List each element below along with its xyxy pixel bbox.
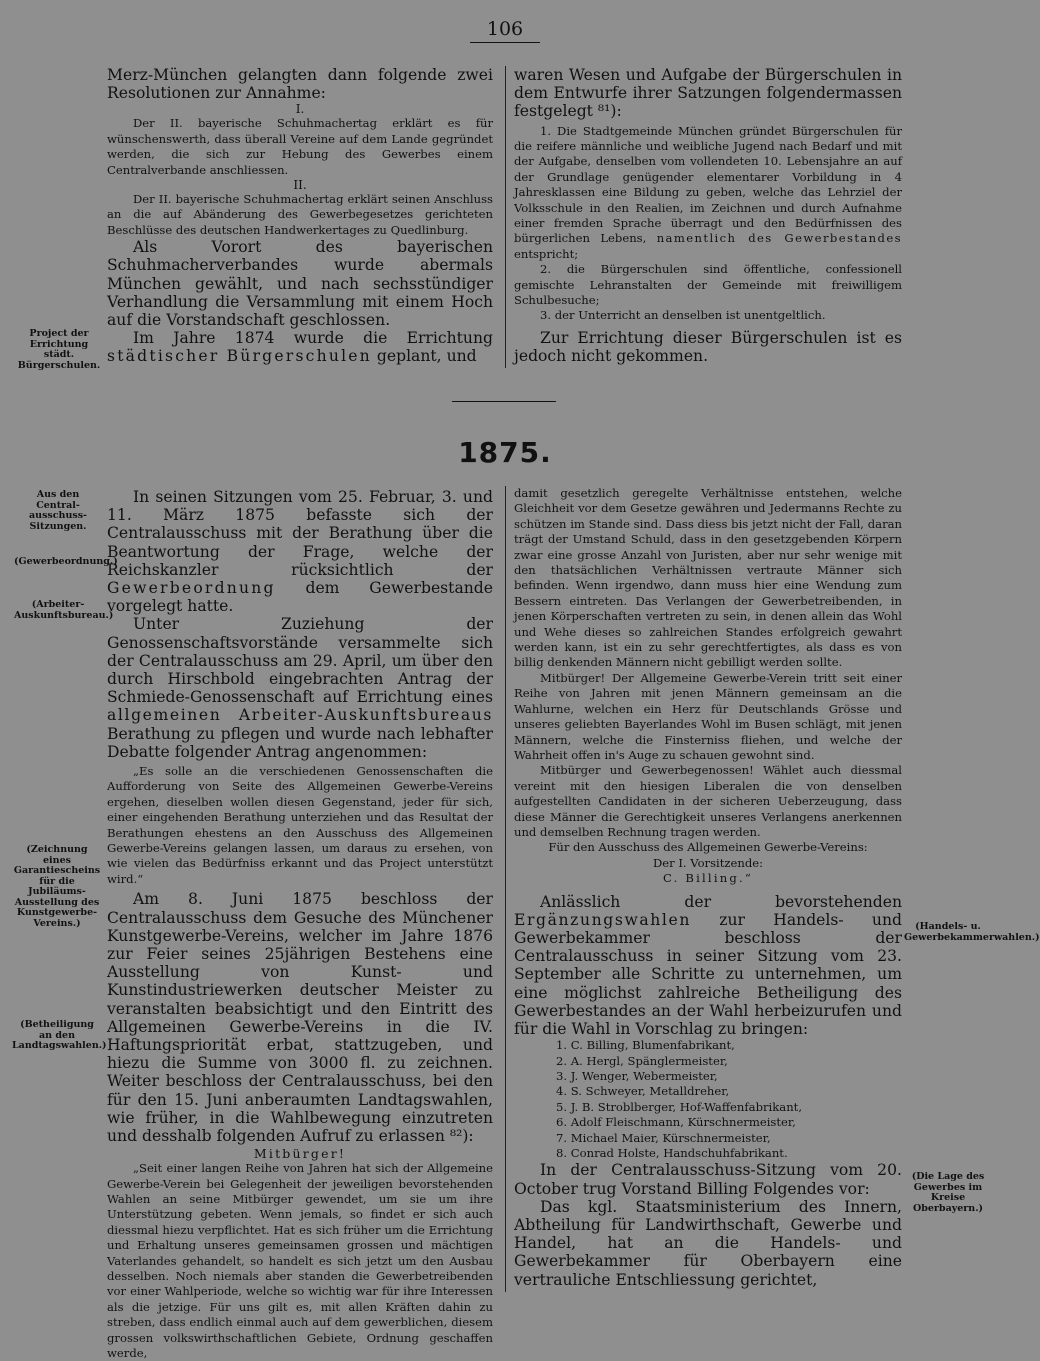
vorort-paragraph: Als Vorort des bayerischen Schuhmacherverbandes wurde abermals München gewählt, und nach sechsstündiger Verhandlung die Versammlung mit einem Hoch auf die Vorstandschaft geschlossen. xyxy=(107,238,493,330)
kammerwahlen-text-a: Anlässlich der bevorstehenden xyxy=(540,892,902,911)
satzungen-closing: Zur Errichtung dieser Bürgerschulen ist es jedoch nicht gekommen. xyxy=(514,328,902,366)
candidate-item: 6. Adolf Fleischmann, Kürschnermeister, xyxy=(556,1115,796,1130)
satzung-item-1 xyxy=(514,124,902,263)
candidate-item: 1. C. Billing, Blumenfabrikant, xyxy=(556,1038,735,1053)
resolution-2-text: Der II. bayerische Schuhmachertag erklärt seinen Anschluss an die auf Abänderung des Gewerbegesetzes gerichteten Beschlüsse des deutschen Handwerkertages zu Quedlinburg. xyxy=(107,192,493,237)
kammerwahlen-text-c: zur Handels- und Gewerbekammer beschloss der Centralausschuss in seiner Sitzung vom 23. September alle Schritte zu unternehmen, um eine möglichst zahlreiche Betheiligung des Gewerbestandes an der Wahl herbeizurufen und für die Wahl in Vorschlag zu bringen: xyxy=(514,910,902,1038)
satzungen-list xyxy=(514,124,902,324)
kammerwahlen-paragraph xyxy=(514,893,902,1039)
errichtung-paragraph xyxy=(107,329,493,365)
year-heading: 1875. xyxy=(458,436,552,469)
bottom-left-column xyxy=(107,488,493,1361)
sitzungen-text-b: Gewerbeordnung xyxy=(107,579,276,598)
candidate-item: 8. Conrad Holste, Handschuhfabrikant. xyxy=(556,1146,788,1161)
aufruf-text: „Seit einer langen Reihe von Jahren hat sich der Allgemeine Gewerbe-Verein bei Gelegenheit der jeweiligen bevorstehenden Wahlen an seine Mitbürger gewendet, um sie um ihre Unterstützung gebeten. Wenn jemals, so findet er sich auch diessmal hiezu verpflichtet. Hat es sich früher um die Errichtung und Erhaltung unseres gemeinsamen grossen und mächtigen Vaterlandes gehandelt, so handelt es sich jetzt um den Ausbau desselben. Noch niemals aber standen die Gewerbetreibenden vor einer Wahlperiode, welche so wichtig war für ihre Interessen als die jetzige. Für uns gilt es, mit allen Kräften dahin zu streben, dass endlich einmal auch auf dem gewerblichen, diesem grossen volkswirthschaftlichen Gebiete, Ordnung geschaffen werde, xyxy=(107,1161,493,1361)
sitzungen-paragraph xyxy=(107,488,493,615)
margin-note-buergerschulen: Project der Errichtung städt. Bürgerschulen. xyxy=(17,328,101,371)
october-paragraph: In der Centralausschuss-Sitzung vom 20. October trug Vorstand Billing Folgendes vor: xyxy=(514,1161,902,1198)
candidate-item: 3. J. Wenger, Webermeister, xyxy=(556,1069,718,1083)
margin-note-landtagswahlen: (Betheiligung an den Landtagswahlen.) xyxy=(12,1019,107,1051)
aufruf-mitbuerger-2: Mitbürger und Gewerbegenossen! Wählet auch diessmal vereint mit den hiesigen Liberalen die von denselben aufgestellten Candidaten in der sicheren Ueberzeugung, dass diese Männer die Gerechtigkeit unseres Verlangens anerkennen und demselben Rechnung tragen werden. xyxy=(514,763,902,839)
zuziehung-text-a: Unter Zuziehung der Genossenschaftsvorstände versammelte sich der Centralausschuss am 29. April, um über den durch Hirschbold eingebrachten Antrag der Schmiede-Genossenschaft auf Errichtung eines xyxy=(107,615,493,707)
satzung-item-1-a: 1. Die Stadtgemeinde München gründet Bürgerschulen für die reifere männliche und weibliche Jugend nach Bedarf und mit der Aufgabe, denselben vom vollendeten 10. Lebensjahre an auf der Grundlage genügender elementarer Vorbildung in 4 Jahresklassen eine Bildung zu geben, welche das Lehrziel der Volksschule in den Realien, im Zeichnen und durch Aufnahme einer fremden Sprache überragt und den Bedürfnissen des bürgerlichen Lebens, xyxy=(514,123,902,246)
resolution-1-text: Der II. bayerische Schuhmachertag erklärt es für wünschenswerth, dass überall Vereine auf dem Lande gegründet werden, die sich zur Hebung des Gewerbes einem Centralverbande anschliessen. xyxy=(107,116,493,177)
margin-note-gewerbeordnung: (Gewerbeordnung.) xyxy=(14,556,118,567)
sitzungen-text-c: dem Gewerbestande vorgelegt hatte. xyxy=(107,579,493,616)
section-divider xyxy=(452,401,556,402)
resolution-1-number: I. xyxy=(295,102,305,117)
aufruf-continuation: damit gesetzlich geregelte Verhältnisse entstehen, welche Gleichheit vor dem Gesetze gewähren und Jedermanns Rechte zu schützen im Stande sind. Dass diess bis jetzt nicht der Fall, daran trägt der Umstand Schuld, dass in den gesetzgebenden Körpern zwar eine grosse Anzahl von Juristen, aber nur sehr wenige mit den thatsächlichen Verhältnissen vertraute Männer sich befinden. Wenn irgendwo, dann muss hier eine Wendung zum Bessern eintreten. Das Verlangen der Gewerbetreibenden, in jenen Körperschaften vertreten zu sein, in denen allein das Wohl und Wehe dieses so zahlreichen Standes erfolgreich gewahrt werden kann, ist ein zu sehr gerechtfertigtes, als dass es von billig denkenden Männern nicht gebilligt werden sollte. xyxy=(514,486,902,670)
top-column-divider xyxy=(505,66,506,368)
aufruf-signature-3: C. Billing.“ xyxy=(662,871,754,886)
margin-note-kammerwahlen: (Handels- u. Gewerbekammerwahlen.) xyxy=(904,921,1040,943)
top-right-column xyxy=(514,66,902,365)
candidate-item: 5. J. B. Stroblberger, Hof-Waffenfabrikant, xyxy=(556,1099,803,1114)
aufruf-mitbuerger-1: Mitbürger! Der Allgemeine Gewerbe-Verein tritt seit einer Reihe von Jahren mit jenen Männern gemeinsam an die Wahlurne, welchen ein Herz für Deutschlands Grösse und unseres geliebten Bayerlandes Wohl im Busen schlägt, mit jenen Männern, welche die Finsterniss fliehen, und welche der Wahrheit offen in's Auge zu schauen gewohnt sind. xyxy=(514,670,902,762)
candidate-item: 4. S. Schweyer, Metalldreher, xyxy=(556,1084,730,1099)
kammerwahlen-text-b: Ergänzungswahlen xyxy=(514,910,691,929)
satzung-item-3: 3. der Unterricht an denselben ist unentgeltlich. xyxy=(540,308,826,323)
page-number: 106 xyxy=(470,18,540,43)
errichtung-text-c: geplant, und xyxy=(371,347,477,366)
candidate-item: 2. A. Hergl, Spänglermeister, xyxy=(556,1053,728,1068)
margin-note-lage-gewerbe: (Die Lage des Gewerbes im Kreise Oberbayern.) xyxy=(911,1171,985,1214)
resolutions-intro: Merz-München gelangten dann folgende zwei Resolutionen zur Annahme: xyxy=(107,66,493,103)
resolution-2-number: II. xyxy=(293,178,307,193)
aufruf-signature-1: Für den Ausschuss des Allgemeinen Gewerbe-Vereins: xyxy=(548,840,868,855)
margin-note-arbeiter-auskunftsbureau: (Arbeiter-Auskunftsbureau.) xyxy=(14,599,114,621)
satzung-item-1-b: namentlich des Gewerbestandes xyxy=(656,231,902,246)
satzungen-intro: waren Wesen und Aufgabe der Bürgerschulen in dem Entwurfe ihrer Satzungen folgendermassen festgelegt ⁸¹): xyxy=(514,66,902,121)
zuziehung-text-b: allgemeinen Arbeiter-Auskunftsbureaus xyxy=(107,706,493,725)
top-left-column xyxy=(107,66,493,366)
zuziehung-text-c: Berathung zu pflegen und wurde nach lebhafter Debatte folgender Antrag angenommen: xyxy=(107,724,493,761)
candidate-item: 7. Michael Maier, Kürschnermeister, xyxy=(556,1130,771,1145)
bottom-column-divider xyxy=(505,486,506,1292)
margin-note-centralausschuss: Aus den Central-ausschuss-Sitzungen. xyxy=(29,489,87,532)
candidate-list xyxy=(514,1038,902,1161)
satzung-item-2: 2. die Bürgerschulen sind öffentliche, confessionell gemischte Lehranstalten der Gemeinde mit freiwilligem Schulbesuche; xyxy=(514,262,902,308)
errichtung-text-a: Im Jahre 1874 wurde die Errichtung xyxy=(133,329,493,348)
margin-note-garantieschein: (Zeichnung eines Garantiescheins für die Jubiläums-Ausstellung des Kunstgewerbe-Vereins.) xyxy=(13,844,101,929)
aufruf-signature-2: Der I. Vorsitzende: xyxy=(652,855,764,870)
juni-paragraph: Am 8. Juni 1875 beschloss der Centralausschuss dem Gesuche des Münchener Kunstgewerbe-Vereins, welcher im Jahre 1876 zur Feier seines 25jährigen Bestehens eine Ausstellung von Kunst- und Kunstindustriewerken deutscher Meister zu veranstalten beabsichtigt und den Eintritt des Allgemeinen Gewerbe-Vereins in die IV. Haftungspriorität erbat, stattzugeben, und hiezu die Summe von 3000 fl. zu zeichnen. Weiter beschloss der Centralausschuss, bei den für den 15. Juni anberaumten Landtagswahlen, wie früher, in die Wahlbewegung einzutreten und desshalb folgenden Aufruf zu erlassen ⁸²): xyxy=(107,890,493,1145)
ministerium-paragraph: Das kgl. Staatsministerium des Innern, Abtheilung für Landwirthschaft, Gewerbe und Handel, hat an die Handels- und Gewerbekammer für Oberbayern eine vertrauliche Entschliessung gerichtet, xyxy=(514,1197,902,1289)
satzung-item-1-c: entspricht; xyxy=(514,246,579,261)
aufruf-title: Mitbürger! xyxy=(253,1146,347,1162)
antrag-quote: „Es solle an die verschiedenen Genossenschaften die Aufforderung von Seite des Allgemeinen Gewerbe-Vereins ergehen, dieselben wollen diesen Gegenstand, jeder für sich, einer eingehenden Berathung unterziehen und das Resultat der Berathungen ehestens an den Ausschuss des Allgemeinen Gewerbe-Vereins gelangen lassen, um daraus zu ersehen, von wie vielen das Bedürfniss erkannt und das Project unterstützt wird.“ xyxy=(107,764,493,886)
bottom-right-column xyxy=(514,486,902,1289)
errichtung-text-b: städtischer Bürgerschulen xyxy=(107,347,372,366)
sitzungen-text-a: In seinen Sitzungen vom 25. Februar, 3. und 11. März 1875 befasste sich der Centralausschuss mit der Berathung über die Beantwortung der Frage, welche der Reichskanzler rücksichtlich der xyxy=(107,488,493,579)
zuziehung-paragraph xyxy=(107,615,493,761)
